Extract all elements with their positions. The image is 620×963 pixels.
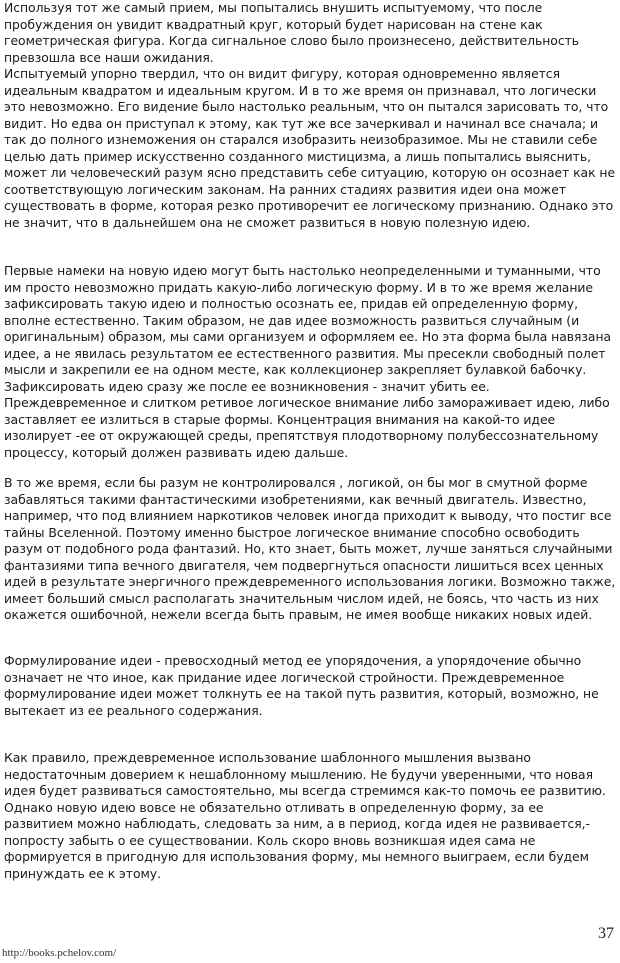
footer-url[interactable]: http://books.pchelov.com/: [2, 947, 117, 959]
paragraph: Первые намеки на новую идею могут быть настолько неопределенными и туманными, что им просто невозможно придать какую-либо логическую форму. И в то же время желание зафиксировать такую идею и полностью осознать ее, придав ей определенную форму, вполне естественно. Таким образом, не дав идее возможность развиться случайным (и оригинальным) образом, мы сами организуем и оформляем ее. Но эта форма была навязана идее, а не явилась результатом ее естественного развития. Мы пресекли свободный полет мысли и закрепили ее на одном месте, как коллекционер закрепляет булавкой бабочку. Зафиксировать идею сразу же после ее возникновения - значит убить ее. Преждевременное и слитком ретивое логическое внимание либо замораживает идею, либо заставляет ее излиться в старые формы. Концентрация внимания на какой-то идее изолирует -ее от окружающей среды, препятствуя плодотворному полубессознательному процессу, который должен развивать идею дальше.: [4, 263, 612, 460]
paragraph: Формулирование идеи - превосходный метод ее упорядочения, а упорядочение обычно означает не что иное, как придание идее логической стройности. Преждевременное формулирование идеи может толкнуть ее на такой путь развития, который, возможно, не вытекает из ее реального содержания.: [4, 653, 599, 718]
paragraph: Как правило, преждевременное использование шаблонного мышления вызвано недостаточным доверием к нешаблонному мышлению. Не будучи уверенными, что новая идея будет развиваться самостоятельно, мы всегда стремимся как-то помочь ее развитию. Однако новую идею вовсе не обязательно отливать в определенную форму, за ее развитием можно наблюдать, следовать за ним, а в период, когда идея не развивается,- попросту забыть о ее существовании. Коль скоро вновь возникшая идея сама не формируется в пригодную для использования форму, мы немного выиграем, если будем принуждать ее к этому.: [4, 750, 606, 881]
page-number: 37: [598, 925, 614, 942]
paragraph: Испытуемый упорно твердил, что он видит фигуру, которая одновременно является идеальным квадратом и идеальным кругом. И в то же время он признавал, что логически это невозможно. Его видение было настолько реальным, что он пытался зарисовать то, что видит. Но едва он приступал к этому, как тут же все зачеркивал и начинал все сначала; и так до полного изнеможения он старался изобразить неизобразимое. Мы не ставили себе целью дать пример искусственно созданного мистицизма, а лишь попытались выяснить, может ли человеческий разум ясно представить себе ситуацию, которую он осознает как не соответствующую логическим законам. На ранних стадиях развития идеи она может существовать в форме, которая резко противоречит ее логическому признанию. Однако это не значит, что в дальнейшем она не сможет развиться в новую полезную идею.: [4, 66, 616, 230]
paragraph: В то же время, если бы разум не контролировался , логикой, он бы мог в смутной форме забавляться такими фантастическими изобретениями, как вечный двигатель. Известно, например, что под влиянием наркотиков человек иногда приходит к выводу, что постиг все тайны Вселенной. Поэтому именно быстрое логическое внимание способно освободить разум от подобного рода фантазий. Но, кто знает, быть может, лучше заняться случайными фантазиями типа вечного двигателя, чем подвергнуться опасности лишиться всех ценных идей в результате энергичного преждевременного использования логики. Возможно также, имеет больший смысл располагать значительным числом идей, не боясь, что часть из них окажется ошибочной, нежели всегда быть правым, не имея вообще никаких новых идей.: [4, 475, 616, 622]
paragraph: Используя тот же самый прием, мы попытались внушить испытуемому, что после пробуждения он увидит квадратный круг, который будет нарисован на стене как геометрическая фигура. Когда сигнальное слово было произнесено, действительность превзошла все наши ожидания.: [4, 0, 580, 65]
